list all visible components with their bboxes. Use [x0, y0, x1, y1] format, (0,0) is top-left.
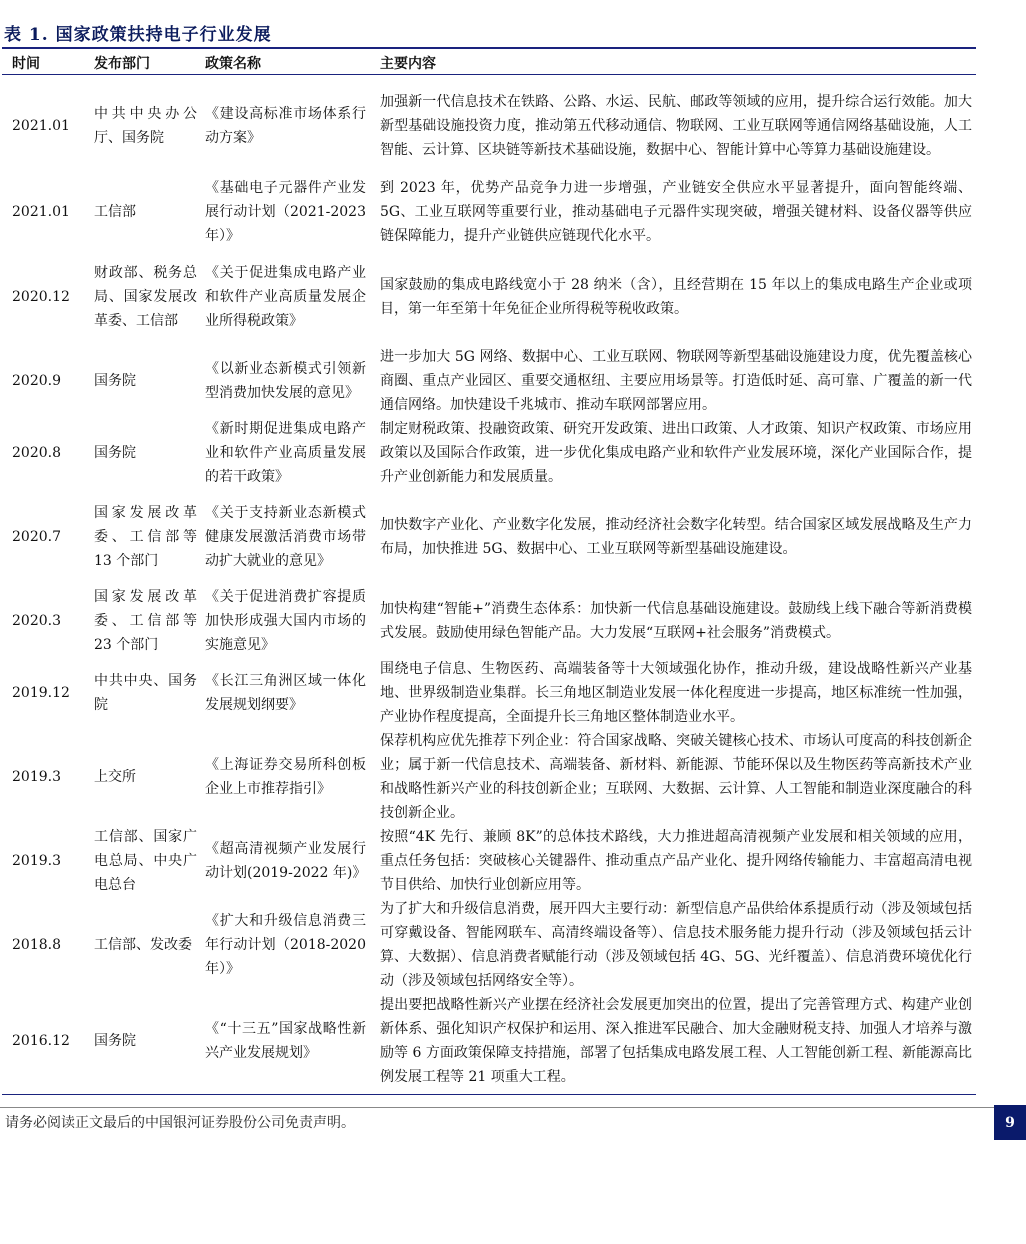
row-content: 加快构建“智能+”消费生态体系：加快新一代信息基础设施建设。鼓励线上线下融合等新消费模式发展。鼓励使用绿色智能产品。大力发展“互联网+社会服务”消费模式。 — [380, 601, 972, 641]
row-policy-name: 《长江三角洲区域一体化发展规划纲要》 — [205, 673, 366, 713]
row-policy-name: 《关于支持新业态新模式健康发展激活消费市场带动扩大就业的意见》 — [205, 505, 366, 569]
header-date: 时间 — [12, 56, 40, 72]
row-policy-name: 《扩大和升级信息消费三年行动计划（2018-2020 年）》 — [205, 913, 366, 977]
row-policy-name: 《关于促进消费扩容提质加快形成强大国内市场的实施意见》 — [205, 589, 366, 653]
table-row — [2, 993, 976, 1089]
row-date: 2019.12 — [12, 685, 70, 701]
row-content: 围绕电子信息、生物医药、高端装备等十大领域强化协作，推动升级，建设战略性新兴产业基地、世界级制造业集群。长三角地区制造业发展一体化程度进一步提高，地区标准统一性加强，产业协作程度提高，全面提升长三角地区整体制造业水平。 — [380, 661, 972, 725]
table-row — [2, 825, 976, 897]
policy-table — [2, 77, 976, 1089]
row-policy-name: 《“十三五”国家战略性新兴产业发展规划》 — [205, 1021, 366, 1061]
row-content: 制定财税政策、投融资政策、研究开发政策、进出口政策、人才政策、知识产权政策、市场应用政策以及国际合作政策，进一步优化集成电路产业和软件产业发展环境，深化产业国际合作，提升产业创新能力和发展质量。 — [380, 421, 972, 485]
page-number: 9 — [994, 1105, 1026, 1140]
row-content: 保荐机构应优先推荐下列企业：符合国家战略、突破关键核心技术、市场认可度高的科技创新企业；属于新一代信息技术、高端装备、新材料、新能源、节能环保以及生物医药等高新技术产业和战略性新兴产业的科技创新企业；互联网、大数据、云计算、人工智能和制造业深度融合的科技创新企业。 — [380, 733, 972, 821]
table-row — [2, 175, 976, 249]
row-date: 2021.01 — [12, 204, 70, 220]
row-content: 到 2023 年，优势产品竞争力进一步增强，产业链安全供应水平显著提升，面向智能终端、5G、工业互联网等重要行业，推动基础电子元器件实现突破，增强关键材料、设备仪器等供应链保障能力，提升产业链供应链现代化水平。 — [380, 180, 972, 244]
row-content: 按照“4K 先行、兼顾 8K”的总体技术路线，大力推进超高清视频产业发展和相关领域的应用，重点任务包括：突破核心关键器件、推动重点产品产业化、提升网络传输能力、丰富超高清电视节目供给、加快行业创新应用等。 — [380, 829, 972, 893]
row-policy-name: 《新时期促进集成电路产业和软件产业高质量发展的若干政策》 — [205, 421, 366, 485]
row-date: 2016.12 — [12, 1033, 70, 1049]
row-dept: 上交所 — [94, 769, 136, 785]
row-dept: 工信部、国家广电总局、中央广电总台 — [94, 829, 197, 893]
row-policy-name: 《基础电子元器件产业发展行动计划（2021-2023 年）》 — [205, 180, 366, 244]
table-row — [2, 77, 976, 175]
row-content: 进一步加大 5G 网络、数据中心、工业互联网、物联网等新型基础设施建设力度，优先覆盖核心商圈、重点产业园区、重要交通枢纽、主要应用场景等。打造低时延、高可靠、广覆盖的新一代通信网络。加快建设千兆城市、推动车联网部署应用。 — [380, 349, 972, 413]
table-row — [2, 585, 976, 657]
row-policy-name: 《关于促进集成电路产业和软件产业高质量发展企业所得税政策》 — [205, 265, 366, 329]
row-dept: 中共中央、国务院 — [94, 673, 197, 713]
row-dept: 工信部 — [94, 204, 136, 220]
row-date: 2018.8 — [12, 937, 61, 953]
header-top-rule — [2, 47, 976, 49]
row-dept: 财政部、税务总局、国家发展改革委、工信部 — [94, 265, 197, 329]
row-date: 2020.9 — [12, 373, 61, 389]
row-date: 2020.3 — [12, 613, 61, 629]
row-content: 提出要把战略性新兴产业摆在经济社会发展更加突出的位置，提出了完善管理方式、构建产业创新体系、强化知识产权保护和运用、深入推进军民融合、加大金融财税支持、加强人才培养与激励等 6 方面政策保障支持措施，部署了包括集成电路发展工程、人工智能创新工程、新能源高比例发展工程等 21 项重大工程。 — [380, 997, 972, 1085]
header-name: 政策名称 — [205, 56, 261, 72]
table-header — [0, 52, 976, 74]
row-content: 加强新一代信息技术在铁路、公路、水运、民航、邮政等领域的应用，提升综合运行效能。加大新型基础设施投资力度，推动第五代移动通信、物联网、工业互联网等通信网络基础设施，人工智能、云计算、区块链等新技术基础设施，数据中心、智能计算中心等算力基础设施建设。 — [380, 94, 972, 158]
row-dept: 国务院 — [94, 445, 136, 461]
row-date: 2019.3 — [12, 853, 61, 869]
header-dept: 发布部门 — [94, 56, 150, 72]
row-date: 2020.8 — [12, 445, 61, 461]
row-dept: 工信部、发改委 — [94, 937, 192, 953]
row-dept: 国家发展改革委、工信部等 23 个部门 — [94, 589, 197, 653]
footer-rule — [0, 1107, 1026, 1108]
row-policy-name: 《以新业态新模式引领新型消费加快发展的意见》 — [205, 361, 366, 401]
header-bottom-rule — [2, 74, 976, 75]
row-policy-name: 《上海证券交易所科创板企业上市推荐指引》 — [205, 757, 366, 797]
row-policy-name: 《超高清视频产业发展行动计划(2019-2022 年)》 — [205, 841, 367, 881]
row-dept: 国家发展改革委、工信部等 13 个部门 — [94, 505, 197, 569]
row-policy-name: 《建设高标准市场体系行动方案》 — [205, 106, 366, 146]
row-dept: 国务院 — [94, 1033, 136, 1049]
row-date: 2021.01 — [12, 118, 70, 134]
table-row — [2, 897, 976, 993]
table-row — [2, 417, 976, 489]
row-content: 国家鼓励的集成电路线宽小于 28 纳米（含），且经营期在 15 年以上的集成电路生产企业或项目，第一年至第十年免征企业所得税等税收政策。 — [380, 277, 972, 317]
table-row — [2, 489, 976, 585]
footer-disclaimer: 请务必阅读正文最后的中国银河证券股份公司免责声明。 — [5, 1115, 355, 1131]
table-bottom-rule — [2, 1094, 976, 1095]
table-title: 表 1. 国家政策扶持电子行业发展 — [4, 25, 272, 45]
header-content: 主要内容 — [380, 56, 436, 72]
table-row — [2, 657, 976, 729]
row-dept: 国务院 — [94, 373, 136, 389]
row-date: 2020.12 — [12, 289, 70, 305]
table-row — [2, 345, 976, 417]
row-date: 2020.7 — [12, 529, 61, 545]
table-row — [2, 249, 976, 345]
table-row — [2, 729, 976, 825]
row-date: 2019.3 — [12, 769, 61, 785]
row-content: 加快数字产业化、产业数字化发展，推动经济社会数字化转型。结合国家区域发展战略及生产力布局，加快推进 5G、数据中心、工业互联网等新型基础设施建设。 — [380, 517, 972, 557]
row-content: 为了扩大和升级信息消费，展开四大主要行动：新型信息产品供给体系提质行动（涉及领域包括可穿戴设备、智能网联车、高清终端设备等）、信息技术服务能力提升行动（涉及领域包括云计算、大数据）、信息消费者赋能行动（涉及领域包括 4G、5G、光纤覆盖）、信息消费环境优化行动（涉及领域包括网络安全等）。 — [380, 901, 972, 989]
row-dept: 中共中央办公厅、国务院 — [94, 106, 197, 146]
